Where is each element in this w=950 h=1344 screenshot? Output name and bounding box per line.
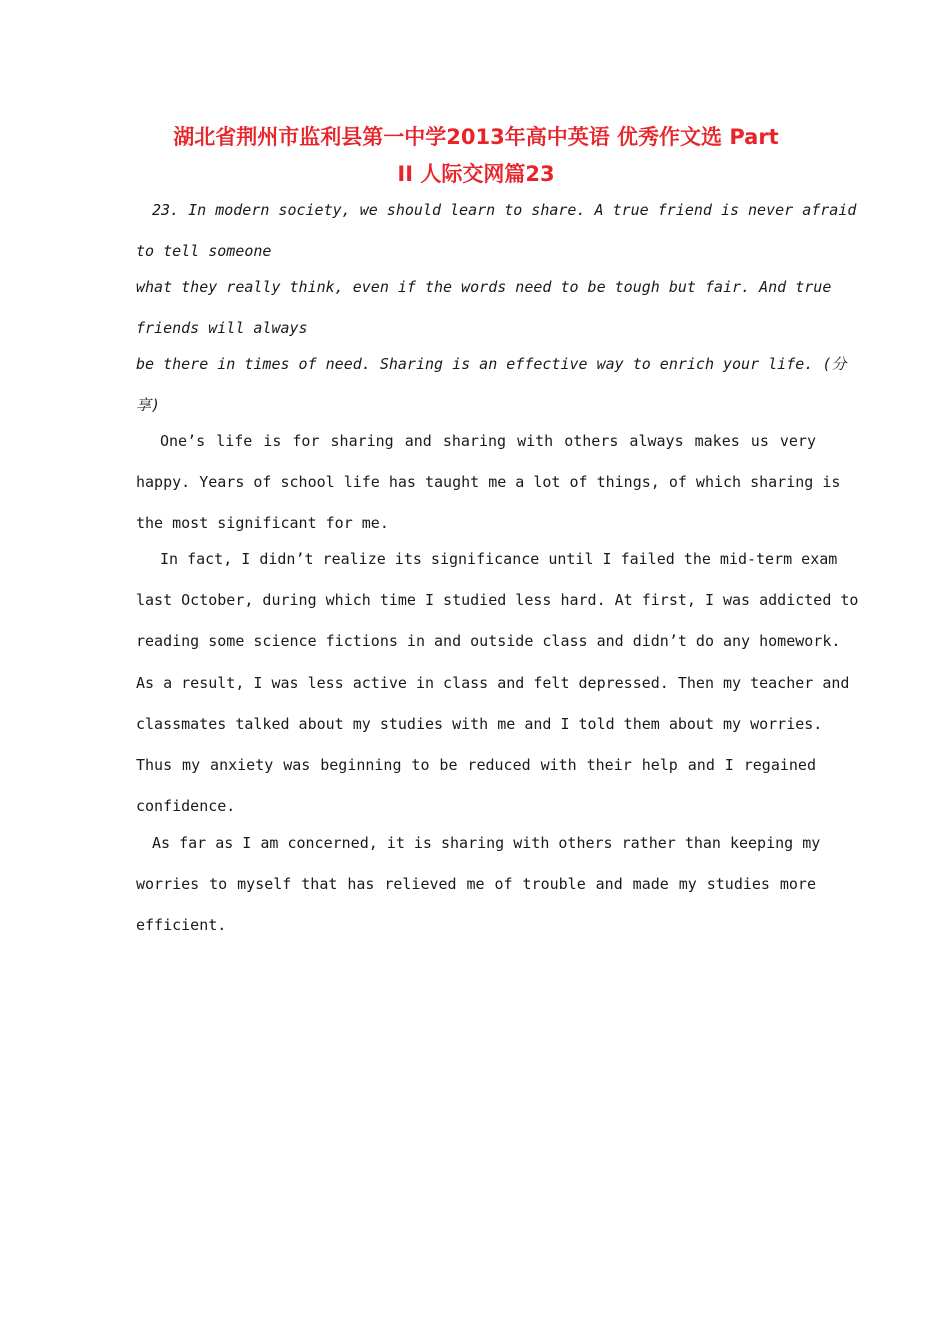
prompt-line: to tell someone bbox=[136, 242, 272, 260]
essay-line: As far as I am concerned, it is sharing with others rather than keeping my bbox=[152, 834, 821, 852]
prompt-line: 享) bbox=[136, 396, 161, 414]
prompt-line: 23. In modern society, we should learn to share. A true friend is never afraid bbox=[152, 201, 857, 219]
essay-line: confidence. bbox=[136, 797, 236, 815]
document-title-line-1: 湖北省荆州市监利县第一中学2013年高中英语 优秀作文选 Part bbox=[173, 125, 779, 149]
essay-line: last October, during which time I studied less hard. At first, I was addicted to bbox=[136, 591, 859, 609]
essay-line: reading some science fictions in and outside class and didn’t do any homework. bbox=[136, 632, 841, 650]
prompt-line: what they really think, even if the words need to be tough but fair. And true bbox=[136, 278, 832, 296]
prompt-line: be there in times of need. Sharing is an effective way to enrich your life. (分 bbox=[136, 355, 847, 373]
essay-line: efficient. bbox=[136, 916, 227, 934]
essay-line: One’s life is for sharing and sharing with others always makes us very bbox=[160, 432, 816, 450]
essay-line: As a result, I was less active in class and felt depressed. Then my teacher and bbox=[136, 674, 850, 692]
prompt-line: friends will always bbox=[136, 319, 308, 337]
essay-line: the most significant for me. bbox=[136, 514, 389, 532]
essay-line: worries to myself that has relieved me of trouble and made my studies more bbox=[136, 875, 816, 893]
essay-line: Thus my anxiety was beginning to be reduced with their help and I regained bbox=[136, 756, 816, 774]
essay-line: happy. Years of school life has taught me a lot of things, of which sharing is bbox=[136, 473, 841, 491]
essay-line: classmates talked about my studies with me and I told them about my worries. bbox=[136, 715, 823, 733]
essay-line: In fact, I didn’t realize its significance until I failed the mid-term exam bbox=[160, 550, 838, 568]
document-title-line-2: II 人际交网篇23 bbox=[397, 162, 555, 186]
